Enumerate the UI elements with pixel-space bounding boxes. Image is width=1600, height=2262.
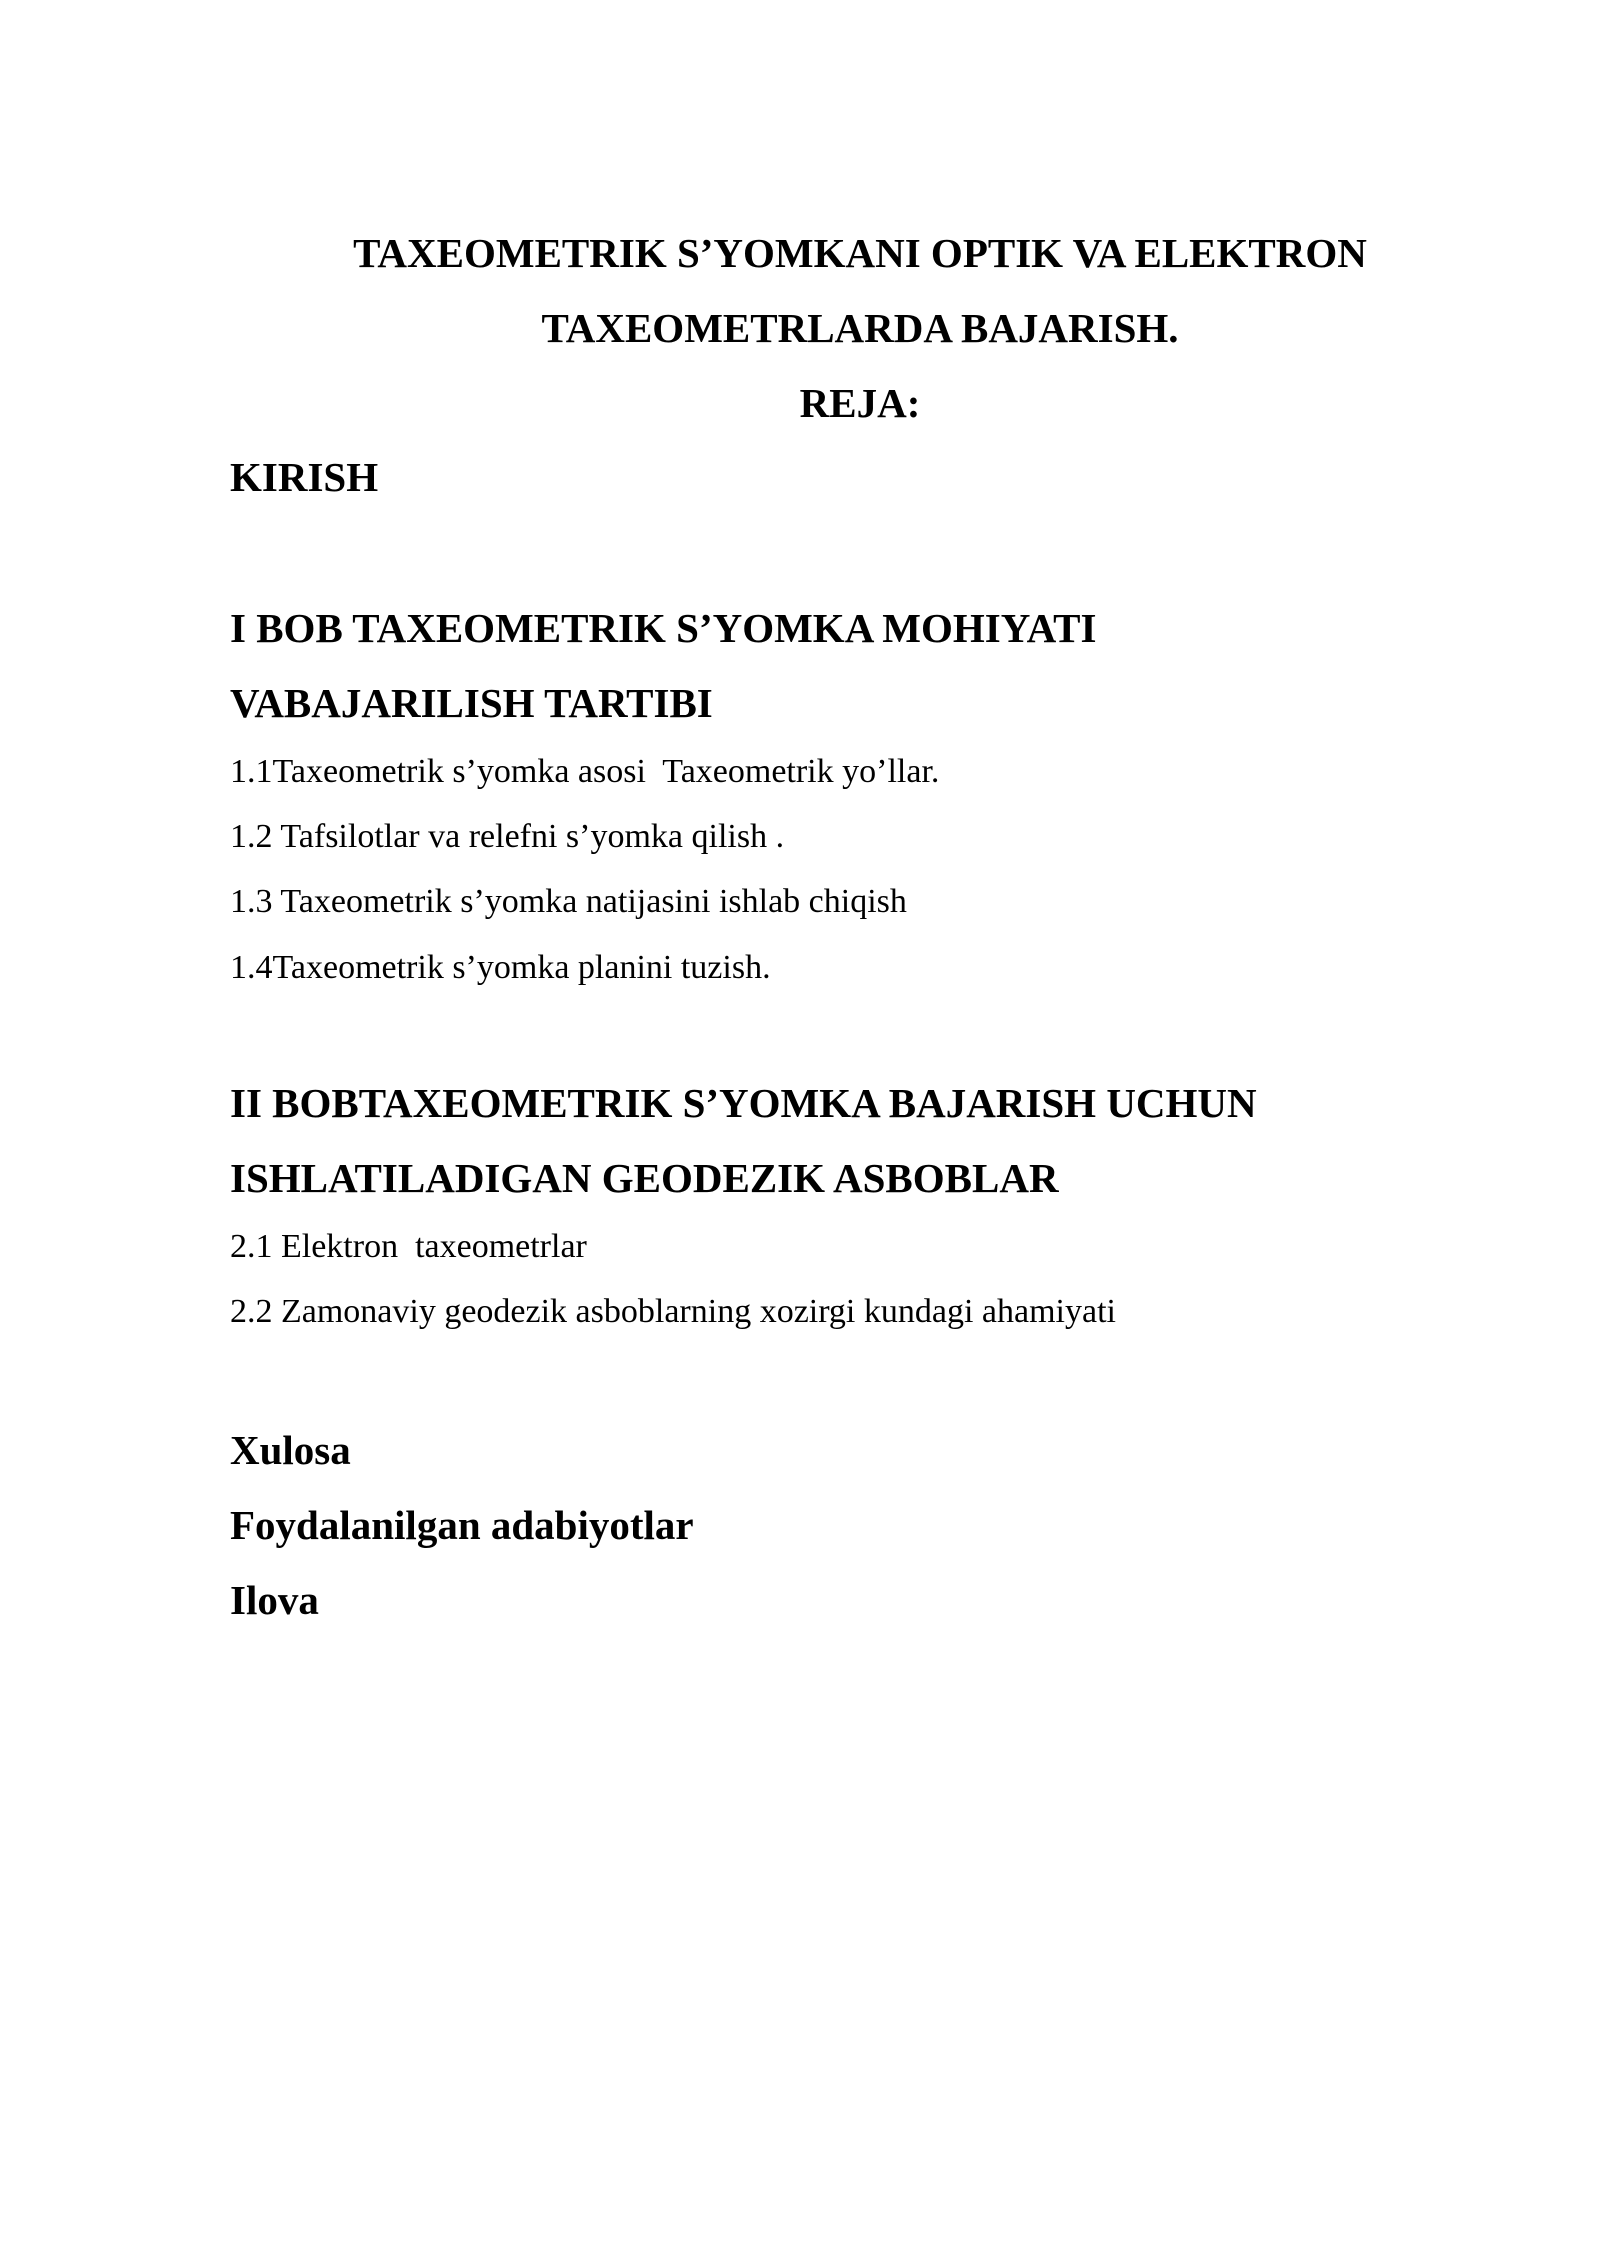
chapter-1-item: 1.1Taxeometrik s’yomka asosi Taxeometrik yo’llar. (230, 753, 940, 790)
chapter-1-heading-line-2: VABAJARILISH TARTIBI (230, 680, 713, 726)
document-title-line-2: TAXEOMETRLARDA BAJARISH. (541, 305, 1179, 351)
chapter-1-item: 1.4Taxeometrik s’yomka planini tuzish. (230, 949, 771, 986)
chapter-2-heading-line-1: II BOBTAXEOMETRIK S’YOMKA BAJARISH UCHUN (230, 1080, 1257, 1126)
chapter-2-item: 2.2 Zamonaviy geodezik asboblarning xozirgi kundagi ahamiyati (230, 1293, 1116, 1330)
conclusion-heading: Xulosa (230, 1427, 351, 1473)
chapter-1-item: 1.3 Taxeometrik s’yomka natijasini ishlab chiqish (230, 883, 907, 920)
plan-heading: REJA: (799, 380, 921, 426)
document-title-line-1: TAXEOMETRIK S’YOMKANI OPTIK VA ELEKTRON (353, 230, 1367, 276)
chapter-1-item: 1.2 Tafsilotlar va relefni s’yomka qilish . (230, 818, 785, 855)
chapter-2-heading-line-2: ISHLATILADIGAN GEODEZIK ASBOBLAR (230, 1155, 1059, 1201)
intro-heading: KIRISH (230, 454, 379, 500)
references-heading: Foydalanilgan adabiyotlar (230, 1502, 694, 1548)
chapter-1-heading-line-1: I BOB TAXEOMETRIK S’YOMKA MOHIYATI (230, 605, 1097, 651)
appendix-heading: Ilova (230, 1577, 319, 1623)
chapter-2-item: 2.1 Elektron taxeometrlar (230, 1228, 587, 1265)
